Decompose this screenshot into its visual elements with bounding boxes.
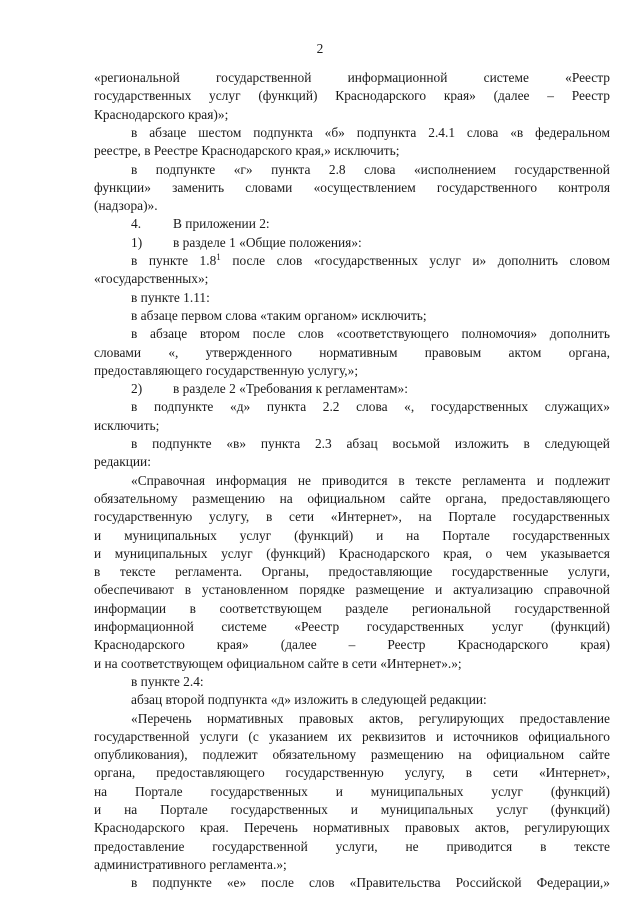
word: муниципальных bbox=[114, 545, 208, 561]
text-line bbox=[94, 68, 610, 88]
text-line bbox=[94, 745, 610, 765]
word: абзаце bbox=[150, 326, 188, 342]
text-line bbox=[94, 800, 610, 820]
word: государственных bbox=[94, 88, 192, 104]
word: «осуществлением bbox=[313, 179, 416, 195]
word: муниципальных bbox=[380, 802, 474, 817]
word: государственной bbox=[514, 600, 610, 616]
word: края» bbox=[216, 637, 249, 653]
word: Краснодарского bbox=[335, 88, 427, 104]
word: утвержденного bbox=[205, 344, 292, 360]
word: словами bbox=[245, 179, 293, 195]
word: предоставление bbox=[519, 710, 610, 726]
word: обеспечивают bbox=[94, 582, 174, 598]
word: тексте bbox=[574, 838, 610, 854]
word: подпункта bbox=[253, 124, 313, 140]
word: в bbox=[131, 436, 138, 451]
word: нормативным bbox=[319, 344, 398, 360]
text-line bbox=[131, 160, 610, 180]
word: в bbox=[131, 124, 138, 140]
word: Портале bbox=[442, 527, 490, 543]
text-line bbox=[94, 526, 610, 546]
word: подпункте bbox=[152, 875, 212, 891]
word: в bbox=[265, 509, 273, 525]
word: опубликования), bbox=[94, 747, 188, 763]
word: подлежит bbox=[554, 472, 610, 488]
text-line bbox=[94, 105, 610, 125]
text-line bbox=[94, 86, 610, 106]
word: «Справочная bbox=[131, 472, 206, 488]
word: региональной bbox=[411, 600, 491, 616]
word: муниципальных bbox=[124, 527, 217, 543]
word: в bbox=[131, 326, 138, 342]
text-line bbox=[131, 709, 610, 729]
word: «, bbox=[168, 344, 179, 360]
word: «Реестр bbox=[294, 619, 340, 634]
word: в bbox=[189, 600, 196, 616]
word: в bbox=[131, 875, 138, 891]
word: на bbox=[458, 747, 472, 763]
word: (функций) bbox=[550, 802, 610, 817]
word: системе bbox=[221, 619, 267, 634]
word: подпункте bbox=[152, 436, 212, 451]
word: «е» bbox=[226, 875, 247, 891]
word: Реестр bbox=[571, 88, 610, 104]
text-line bbox=[94, 654, 610, 674]
word: государственных bbox=[512, 509, 610, 525]
word: и» bbox=[472, 253, 487, 268]
text-line bbox=[94, 196, 610, 216]
word: актов, bbox=[474, 820, 510, 836]
word: и bbox=[536, 472, 544, 488]
word: контроля bbox=[558, 179, 610, 195]
line-text: в разделе 1 «Общие положения»: bbox=[173, 234, 362, 250]
word: и bbox=[376, 527, 384, 543]
word: в bbox=[131, 399, 138, 415]
word: правовых bbox=[404, 820, 460, 836]
word: информационной bbox=[347, 70, 448, 85]
word: регламента. bbox=[175, 564, 243, 580]
word: системе bbox=[483, 70, 529, 85]
word: порядке bbox=[299, 582, 345, 598]
text-line bbox=[131, 324, 610, 344]
word: государственных bbox=[512, 527, 610, 543]
word: официальном bbox=[307, 490, 386, 506]
word: соответствующем bbox=[219, 600, 322, 616]
text-line bbox=[94, 452, 610, 472]
word: и bbox=[94, 802, 102, 817]
text-line bbox=[94, 763, 610, 783]
word: приводится bbox=[446, 838, 513, 854]
word: о bbox=[485, 545, 493, 561]
word: после bbox=[252, 326, 286, 342]
word: дополнить bbox=[549, 326, 610, 342]
word: сайте bbox=[578, 747, 610, 763]
word: государственного bbox=[436, 179, 538, 195]
word: и bbox=[350, 802, 358, 817]
word: пункта bbox=[266, 399, 307, 415]
word: шестом bbox=[198, 124, 242, 140]
word: полномочия» bbox=[461, 326, 538, 342]
word: 2.3 bbox=[314, 436, 332, 451]
word: втором bbox=[199, 326, 240, 342]
text-line bbox=[131, 672, 610, 692]
word: источников bbox=[453, 728, 519, 744]
superscript: 1 bbox=[216, 252, 221, 262]
word: официального bbox=[528, 728, 610, 744]
word: Портале bbox=[160, 802, 208, 817]
word: услуги, bbox=[567, 564, 610, 580]
word: (функций) bbox=[550, 619, 610, 634]
word: государственную bbox=[285, 765, 384, 781]
line-text: в абзаце первом слова «таким органом» исключить; bbox=[131, 307, 427, 323]
text-line bbox=[94, 416, 610, 436]
word: края) bbox=[580, 637, 610, 653]
word: изложить bbox=[454, 436, 509, 451]
word: слова bbox=[466, 124, 499, 140]
word: регулирующих bbox=[524, 820, 610, 836]
line-text: административного регламента.»; bbox=[94, 856, 287, 872]
word: и bbox=[94, 527, 102, 543]
word: на bbox=[406, 527, 420, 543]
word: государственных bbox=[230, 802, 328, 817]
word: 2.4.1 bbox=[428, 124, 456, 140]
text-line bbox=[131, 233, 610, 253]
word: на bbox=[94, 783, 108, 799]
line-text: в разделе 2 «Требования к регламентам»: bbox=[173, 381, 408, 397]
word: услуг bbox=[239, 527, 272, 543]
word: Органы, bbox=[261, 564, 309, 580]
word: «исполнением bbox=[413, 161, 497, 177]
word: в bbox=[131, 161, 138, 177]
word: сети bbox=[288, 509, 315, 525]
word: и bbox=[94, 545, 102, 561]
word: подпункта bbox=[356, 124, 417, 140]
word: актом bbox=[508, 344, 542, 360]
word: слов bbox=[308, 875, 335, 891]
word: Портале bbox=[448, 509, 496, 525]
word: «соответствующего bbox=[336, 326, 449, 342]
line-text: реестре, в Реестре Краснодарского края,» исключить; bbox=[94, 143, 400, 159]
word: предоставляющие bbox=[328, 564, 433, 580]
text-line bbox=[94, 269, 610, 289]
word: «Перечень bbox=[131, 710, 192, 726]
word: муниципальных bbox=[370, 783, 464, 799]
word: информационной bbox=[94, 619, 194, 634]
word: их bbox=[338, 728, 352, 744]
word: Портале bbox=[135, 783, 183, 799]
word: Краснодарского bbox=[94, 820, 185, 836]
line-text: исключить; bbox=[94, 417, 160, 433]
word: размещение bbox=[355, 582, 425, 598]
word: следующей bbox=[544, 436, 610, 451]
word: государственных bbox=[430, 399, 529, 415]
word: сайте bbox=[399, 490, 431, 506]
word: «региональной bbox=[94, 70, 180, 85]
word: в bbox=[465, 765, 473, 781]
word: услуг bbox=[209, 88, 241, 104]
word: услуг bbox=[221, 545, 253, 561]
text-line bbox=[131, 214, 610, 234]
word: размещению bbox=[192, 490, 265, 506]
word: (с bbox=[248, 728, 259, 744]
text-line bbox=[94, 141, 610, 161]
word: не bbox=[297, 472, 311, 488]
text-line bbox=[94, 544, 610, 564]
word: словом bbox=[569, 253, 610, 268]
word: подпункте bbox=[155, 161, 216, 177]
word: функции» bbox=[94, 179, 151, 195]
text-line bbox=[131, 123, 610, 143]
word: «Реестр bbox=[565, 70, 610, 85]
word: слова bbox=[364, 161, 396, 177]
word: услуг bbox=[429, 253, 461, 268]
word: пункте bbox=[148, 253, 189, 268]
word: актов, bbox=[369, 710, 404, 726]
text-line bbox=[131, 471, 610, 491]
word: и bbox=[435, 728, 444, 744]
word: не bbox=[405, 838, 419, 854]
word: в bbox=[398, 472, 405, 488]
line-text: в пункте 1.11: bbox=[131, 289, 210, 305]
word: органа, bbox=[445, 490, 487, 506]
word: услуги, bbox=[335, 838, 378, 854]
word: в bbox=[131, 253, 138, 268]
word: Краснодарского bbox=[457, 637, 549, 653]
word: в bbox=[94, 564, 101, 580]
word: слов bbox=[298, 326, 324, 342]
word: пункта bbox=[271, 161, 311, 177]
word: «г» bbox=[233, 161, 253, 177]
line-text: абзац второй подпункта «д» изложить в следующей редакции: bbox=[131, 692, 487, 708]
word: подпункте bbox=[153, 399, 214, 415]
text-line bbox=[131, 397, 610, 417]
word: тексте bbox=[119, 564, 156, 580]
word: размещению bbox=[370, 747, 444, 763]
word: после bbox=[232, 253, 266, 268]
word: края, bbox=[443, 545, 472, 561]
line-text: Краснодарского края)»; bbox=[94, 106, 229, 122]
word: после bbox=[261, 875, 294, 891]
word: государственной bbox=[212, 838, 308, 854]
page-number: 2 bbox=[316, 41, 324, 56]
word: нормативных bbox=[206, 710, 284, 726]
word: (функций) bbox=[266, 545, 326, 561]
text-line bbox=[94, 617, 610, 637]
line-text: редакции: bbox=[94, 454, 151, 470]
text-line bbox=[94, 837, 610, 857]
word: и bbox=[435, 582, 443, 598]
word: дополнить bbox=[497, 253, 558, 268]
word: обязательному bbox=[272, 747, 357, 763]
word: указанием bbox=[268, 728, 328, 744]
word: Перечень bbox=[243, 820, 298, 836]
word: услугу, bbox=[404, 765, 445, 781]
word: на bbox=[418, 509, 432, 525]
word: пункта bbox=[260, 436, 301, 451]
word: тексте bbox=[415, 472, 452, 488]
word: регулирующих bbox=[418, 710, 505, 726]
word: реквизитов bbox=[362, 728, 426, 744]
word: указывается bbox=[540, 545, 610, 561]
word: предоставляющего bbox=[501, 490, 610, 506]
word: нормативных bbox=[313, 820, 390, 836]
word: заменить bbox=[172, 179, 225, 195]
word: слов bbox=[276, 253, 303, 268]
word: «государственных bbox=[313, 253, 418, 268]
word: 2.8 bbox=[328, 161, 346, 177]
text-line bbox=[94, 343, 610, 363]
word: информации bbox=[94, 600, 167, 616]
text-line bbox=[131, 288, 610, 308]
word: на bbox=[279, 490, 293, 506]
word: 2.2 bbox=[322, 399, 340, 415]
word: государственную bbox=[94, 509, 193, 525]
word: подлежит bbox=[202, 747, 258, 763]
line-text: в пункте 2.4: bbox=[131, 673, 204, 689]
word: (функций) bbox=[294, 527, 354, 543]
text-line bbox=[94, 782, 610, 802]
text-line bbox=[94, 818, 610, 838]
word: края» bbox=[443, 88, 476, 104]
word: актуализацию bbox=[453, 582, 534, 598]
word: государственной bbox=[94, 728, 190, 744]
word: Реестр bbox=[387, 637, 426, 653]
text-line bbox=[94, 562, 610, 582]
word: края. bbox=[200, 820, 229, 836]
word: приводится bbox=[321, 472, 388, 488]
word: справочной bbox=[543, 582, 610, 598]
word: Федерации,» bbox=[536, 875, 610, 891]
word: «д» bbox=[230, 399, 251, 415]
word: сети bbox=[492, 765, 519, 781]
word: Краснодарского bbox=[338, 545, 430, 561]
word: «Правительства bbox=[349, 875, 441, 891]
line-text: «государственных»; bbox=[94, 271, 209, 287]
word: абзац bbox=[346, 436, 378, 451]
word: государственной bbox=[514, 161, 610, 177]
word: услуг bbox=[496, 802, 528, 817]
word: служащих» bbox=[544, 399, 610, 415]
word: (функций) bbox=[550, 783, 610, 799]
word: обязательному bbox=[94, 490, 178, 506]
word: чем bbox=[505, 545, 527, 561]
word: «в» bbox=[226, 436, 247, 451]
word: «Интернет», bbox=[330, 509, 402, 525]
word: (далее bbox=[493, 88, 530, 104]
word: Краснодарского bbox=[94, 637, 185, 653]
word: государственные bbox=[451, 564, 549, 580]
text-line bbox=[94, 635, 610, 655]
word: – bbox=[547, 88, 554, 104]
word: в bbox=[540, 838, 547, 854]
text-line bbox=[94, 507, 610, 527]
text-line bbox=[94, 727, 610, 747]
word: органа, bbox=[94, 765, 136, 781]
word: восьмой bbox=[392, 436, 441, 451]
item-number: 2) bbox=[131, 381, 143, 397]
word: – bbox=[348, 637, 356, 653]
word: словами bbox=[94, 344, 142, 360]
word: разделе bbox=[345, 600, 389, 616]
word: Российской bbox=[455, 875, 522, 891]
word: в bbox=[523, 436, 530, 451]
word: правовым bbox=[424, 344, 482, 360]
text-line bbox=[131, 306, 610, 326]
word: $1.8^1$ bbox=[199, 252, 221, 268]
text-line bbox=[94, 599, 610, 619]
word: услуг bbox=[491, 619, 524, 634]
word: услуг bbox=[491, 783, 523, 799]
word: (далее bbox=[280, 637, 317, 653]
word: правовых bbox=[298, 710, 354, 726]
line-text: (надзора)». bbox=[94, 198, 158, 214]
word: органа, bbox=[568, 344, 610, 360]
word: (функций) bbox=[258, 88, 318, 104]
word: слова bbox=[356, 399, 388, 415]
text-line bbox=[94, 178, 610, 198]
word: установленном bbox=[201, 582, 289, 598]
word: предоставляющего bbox=[156, 765, 265, 781]
word: информация bbox=[215, 472, 287, 488]
line-text: предоставляющего государственную услугу,»; bbox=[94, 362, 359, 378]
word: абзаце bbox=[149, 124, 187, 140]
text-line bbox=[94, 489, 610, 509]
word: «б» bbox=[324, 124, 345, 140]
word: в bbox=[184, 582, 192, 598]
word: регламента bbox=[462, 472, 526, 488]
text-line bbox=[94, 361, 610, 381]
line-text: В приложении 2: bbox=[173, 216, 270, 232]
word: федеральном bbox=[535, 124, 610, 140]
text-line bbox=[131, 379, 610, 399]
word: «, bbox=[404, 399, 415, 415]
word: услугу, bbox=[209, 509, 250, 525]
word: и bbox=[335, 783, 343, 799]
text-line bbox=[131, 251, 610, 271]
word: государственной bbox=[215, 70, 312, 85]
word: государственных bbox=[210, 783, 308, 799]
word: государственных bbox=[366, 619, 465, 634]
word: услуги bbox=[199, 728, 239, 744]
word: «в bbox=[510, 124, 524, 140]
text-line bbox=[131, 873, 610, 893]
text-line bbox=[131, 434, 610, 454]
text-line bbox=[94, 580, 610, 600]
word: предоставление bbox=[94, 838, 185, 854]
word: официальном bbox=[486, 747, 565, 763]
text-line bbox=[94, 855, 610, 875]
word: на bbox=[124, 802, 138, 817]
item-number: 4. bbox=[131, 216, 142, 232]
word: «Интернет», bbox=[538, 765, 610, 781]
item-number: 1) bbox=[131, 234, 143, 250]
line-text: и на соответствующем официальном сайте в сети «Интернет».»; bbox=[94, 655, 462, 671]
text-line bbox=[131, 690, 610, 710]
